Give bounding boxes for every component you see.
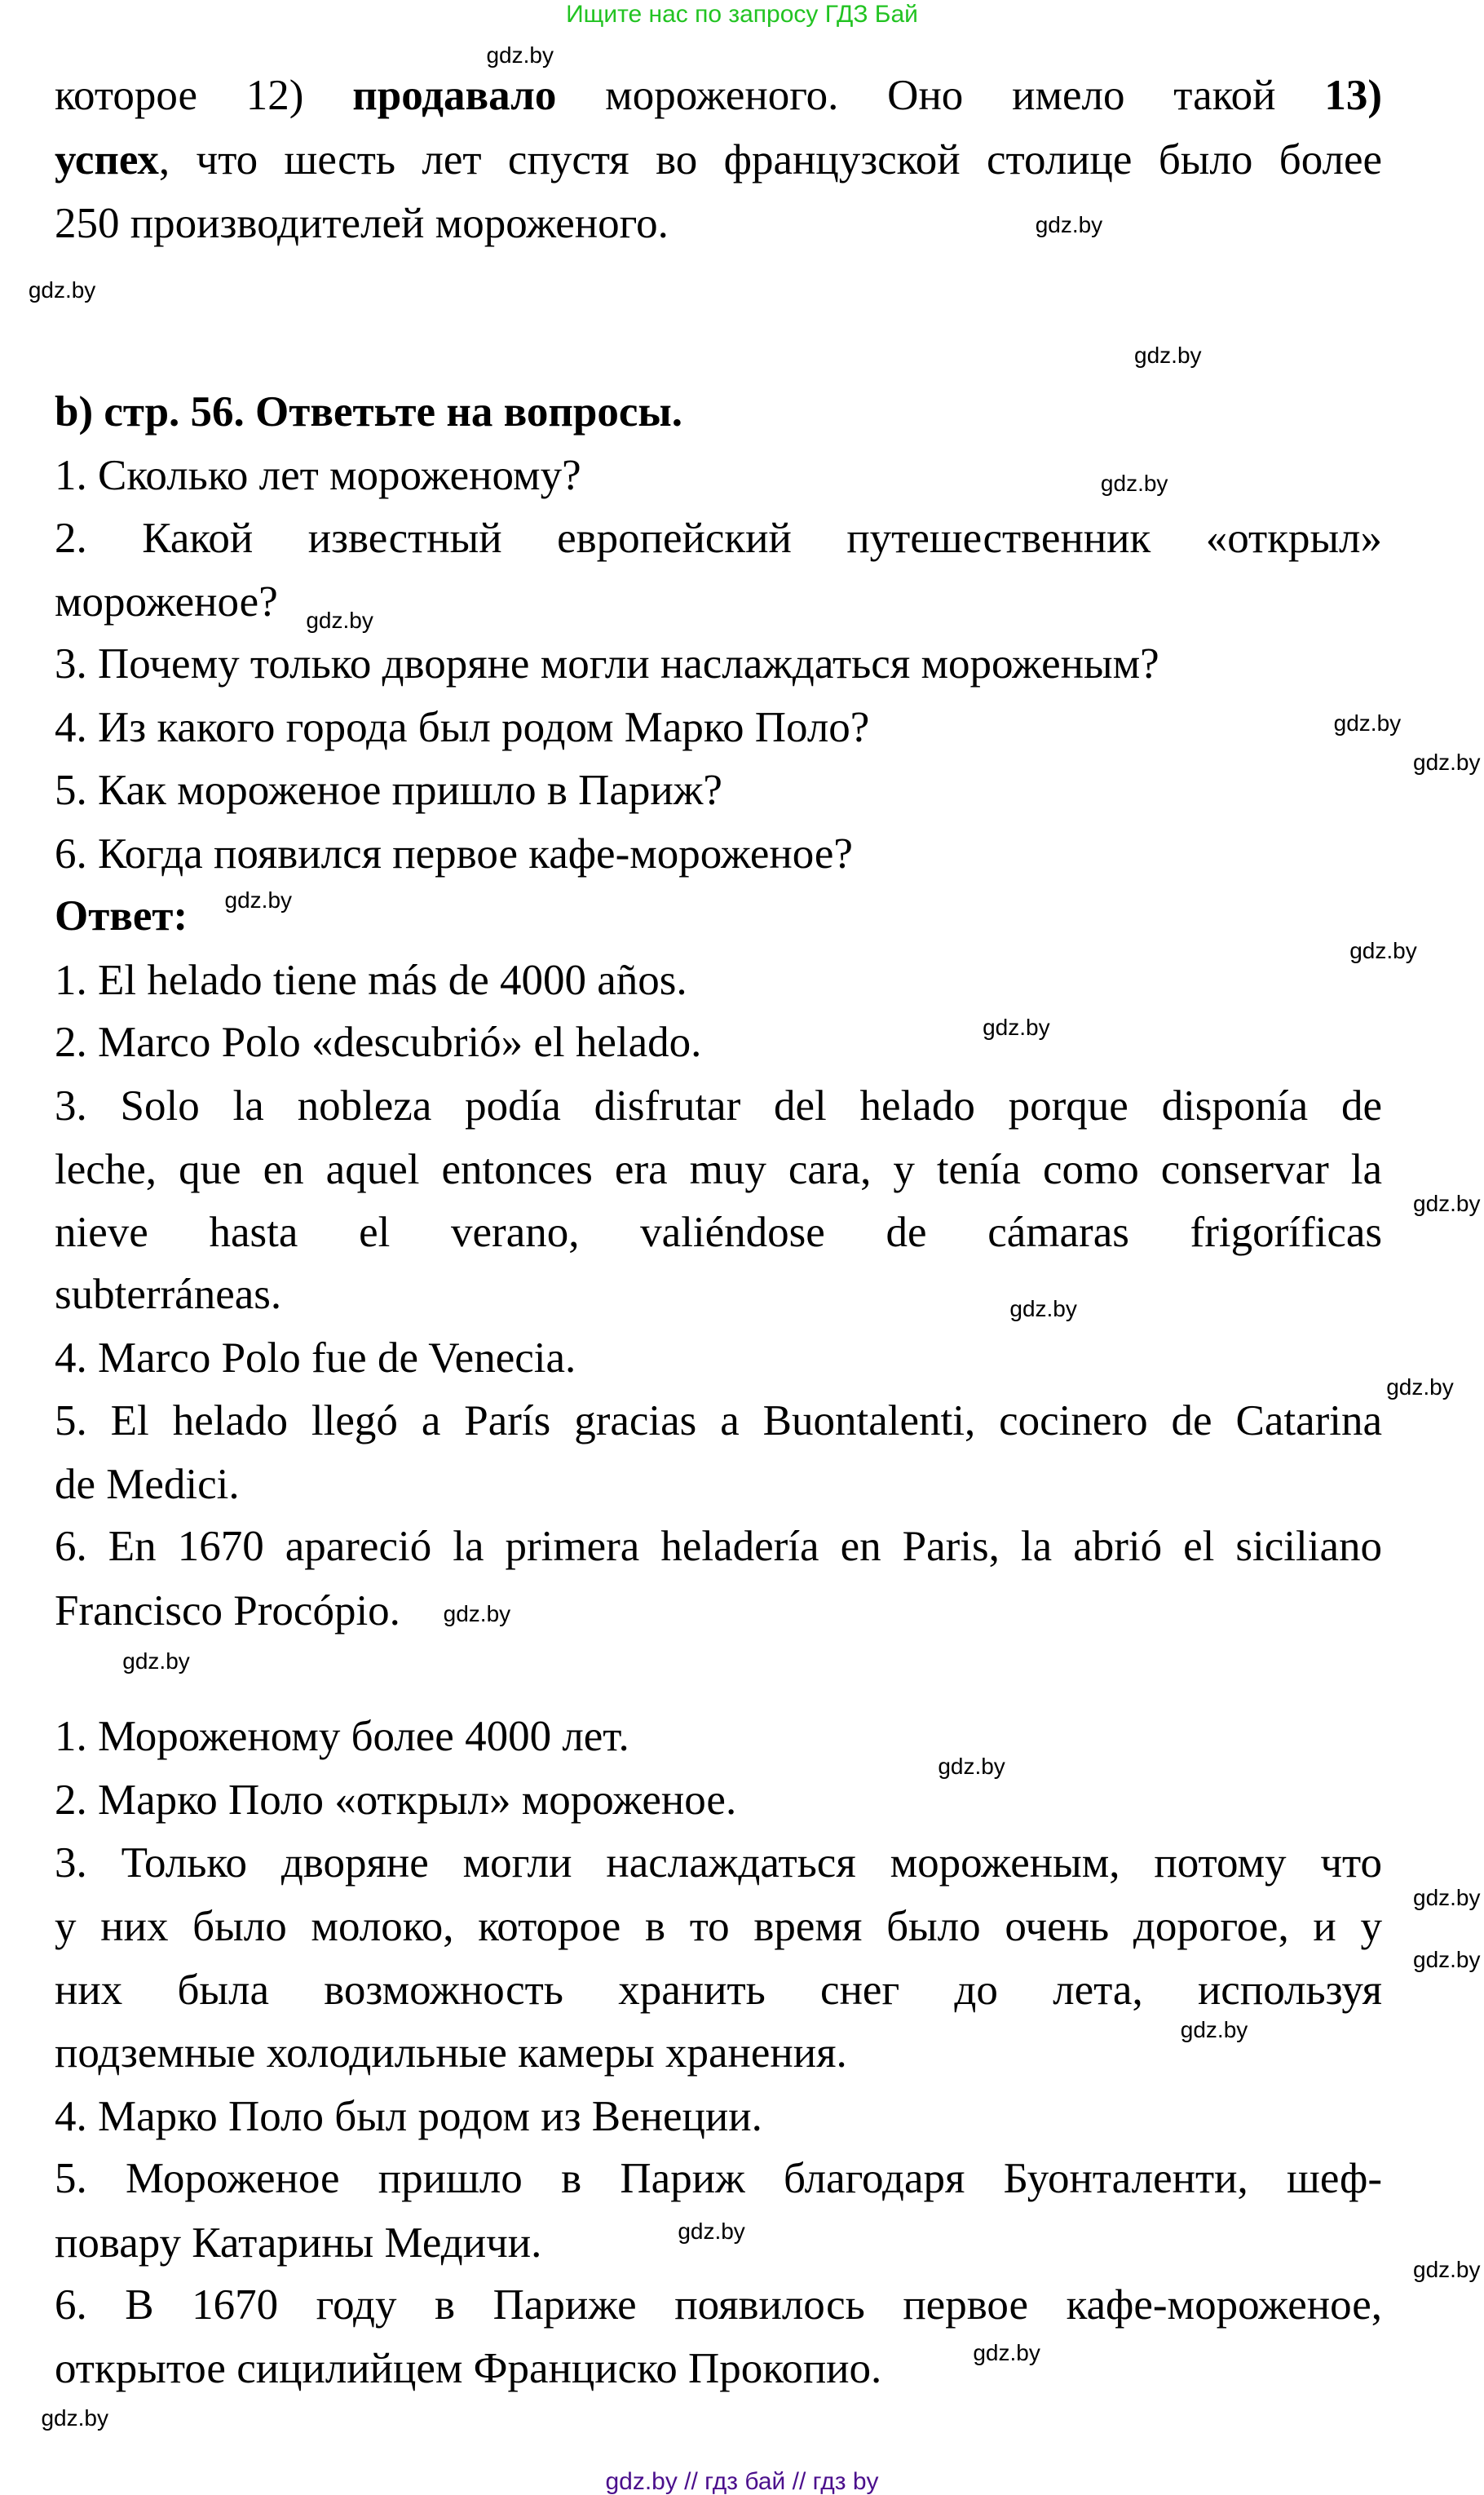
text: 2. Марко Поло «открыл» мороженое. — [55, 1776, 737, 1825]
text: 4. Marco Polo fue de Venecia. — [55, 1334, 576, 1382]
text: 250 производителей мороженого. — [55, 199, 669, 247]
text-line — [55, 768, 1382, 813]
text: 6. En 1670 apareció la primera heladería en Paris, la abrió el siciliano — [55, 1523, 1382, 1571]
text: которое 12) — [55, 72, 353, 120]
watermark-text: gdz.by — [1413, 1884, 1481, 1910]
text: них была возможность хранить снег до лета, используя — [55, 1966, 1382, 2015]
text: у них было молоко, которое в то время было очень дорогое, и у — [55, 1903, 1382, 1951]
text-line — [55, 579, 1382, 625]
text: 3. Только дворяне могли наслаждаться мороженым, потому что — [55, 1838, 1382, 1887]
watermark-text: gdz.by — [678, 2218, 745, 2244]
text-line — [55, 1272, 1382, 1317]
watermark-text: gdz.by — [443, 1600, 511, 1626]
text-line — [55, 1210, 1382, 1255]
text-line — [55, 2282, 1382, 2328]
watermark-text: gdz.by — [306, 608, 373, 634]
text-line — [55, 1020, 1382, 1065]
text-line — [55, 1777, 1382, 1823]
watermark-text: gdz.by — [938, 1754, 1005, 1780]
watermark-text: gdz.by — [1100, 470, 1168, 496]
text-line — [55, 1967, 1382, 2013]
text-line — [55, 1840, 1382, 1886]
text-line — [55, 1147, 1382, 1192]
watermark-text: gdz.by — [486, 42, 554, 69]
text: повару Катарины Медичи. — [55, 2219, 542, 2267]
text: de Medici. — [55, 1461, 240, 1508]
text-line — [55, 1335, 1382, 1381]
watermark-text: gdz.by — [973, 2339, 1040, 2365]
text: 4. Из какого города был родом Марко Поло? — [55, 704, 870, 752]
text: открытое сицилийцем Франциско Прокопио. — [55, 2345, 882, 2393]
watermark-text: gdz.by — [1180, 2017, 1248, 2043]
bold-text: продавало — [352, 72, 557, 120]
search-banner: Ищите нас по запросу ГДЗ Бай — [566, 1, 918, 28]
text-line — [55, 958, 1382, 1003]
text: 3. Solo la nobleza podía disfrutar del helado porque disponía de — [55, 1082, 1382, 1130]
watermark-text: gdz.by — [983, 1015, 1050, 1041]
watermark-text: gdz.by — [1413, 1190, 1481, 1216]
text-line — [55, 1588, 1382, 1634]
watermark-text: gdz.by — [1035, 211, 1103, 237]
text: nieve hasta el verano, valiéndose de cámaras frigoríficas — [55, 1208, 1382, 1256]
text-line — [55, 453, 1382, 498]
text-line — [55, 641, 1382, 687]
text: leche, que en aquel entonces era muy cara, y tenía como conservar la — [55, 1146, 1382, 1194]
text-line — [55, 1462, 1382, 1507]
watermark-text: gdz.by — [28, 277, 96, 303]
watermark-text: gdz.by — [1009, 1295, 1077, 1321]
text: 3. Почему только дворяне могли наслаждаться мороженым? — [55, 640, 1159, 688]
text-line — [55, 1524, 1382, 1569]
bold-text: успех — [55, 135, 159, 184]
watermark-text: gdz.by — [41, 2404, 108, 2431]
text-line — [55, 2094, 1382, 2139]
footer-links: gdz.by // гдз бай // гдз by — [605, 2468, 879, 2495]
text: 2. Какой известный европейский путешественник «открыл» — [55, 514, 1382, 562]
text-line — [55, 389, 1382, 435]
text-line — [55, 831, 1382, 877]
watermark-text: gdz.by — [1349, 938, 1417, 964]
watermark-text: gdz.by — [1413, 2256, 1481, 2282]
text-line — [55, 2346, 1382, 2391]
text-line — [55, 1714, 1382, 1759]
text-line — [55, 1904, 1382, 1949]
text-line — [55, 705, 1382, 750]
text-line — [55, 73, 1382, 118]
text-line — [55, 515, 1382, 561]
text: мороженое? — [55, 577, 278, 626]
text-line — [55, 1083, 1382, 1129]
text: 6. Когда появился первое кафе-мороженое? — [55, 829, 853, 878]
text: мороженого. Оно имело такой — [556, 72, 1325, 120]
text: 5. Как мороженое пришло в Париж? — [55, 766, 722, 814]
text: подземные холодильные камеры хранения. — [55, 2028, 847, 2077]
text-line — [55, 2156, 1382, 2201]
bold-text: 13) — [1324, 72, 1382, 120]
text: , что шесть лет спустя во французской столице было более — [158, 135, 1382, 184]
text: 1. Сколько лет мороженому? — [55, 452, 581, 500]
watermark-text: gdz.by — [1413, 750, 1481, 776]
watermark-text: gdz.by — [1333, 710, 1402, 736]
text: 5. Мороженое пришло в Париж благодаря Буонталенти, шеф- — [55, 2155, 1382, 2203]
watermark-text: gdz.by — [1413, 1947, 1481, 1973]
watermark-text: gdz.by — [224, 887, 293, 913]
text: 5. El helado llegó a París gracias a Buontalenti, cocinero de Catarina — [55, 1396, 1382, 1444]
watermark-text: gdz.by — [1134, 343, 1202, 369]
text-line — [55, 201, 1382, 246]
text: 1. El helado tiene más de 4000 años. — [55, 956, 687, 1004]
text: 6. В 1670 году в Париже появилось первое кафе-мороженое, — [55, 2280, 1382, 2329]
text-line — [55, 137, 1382, 183]
text-line — [55, 1398, 1382, 1444]
bold-text: b) стр. 56. Ответьте на вопросы. — [55, 387, 683, 436]
text: Francisco Procópio. — [55, 1586, 400, 1635]
watermark-text: gdz.by — [1386, 1374, 1454, 1400]
text: 2. Marco Polo «descubrió» el helado. — [55, 1018, 702, 1066]
watermark-text: gdz.by — [122, 1648, 190, 1674]
text: subterráneas. — [55, 1271, 282, 1319]
text: 4. Марко Поло был родом из Венеции. — [55, 2092, 762, 2140]
bold-text: Ответ: — [55, 892, 188, 940]
text: 1. Мороженому более 4000 лет. — [55, 1713, 629, 1761]
